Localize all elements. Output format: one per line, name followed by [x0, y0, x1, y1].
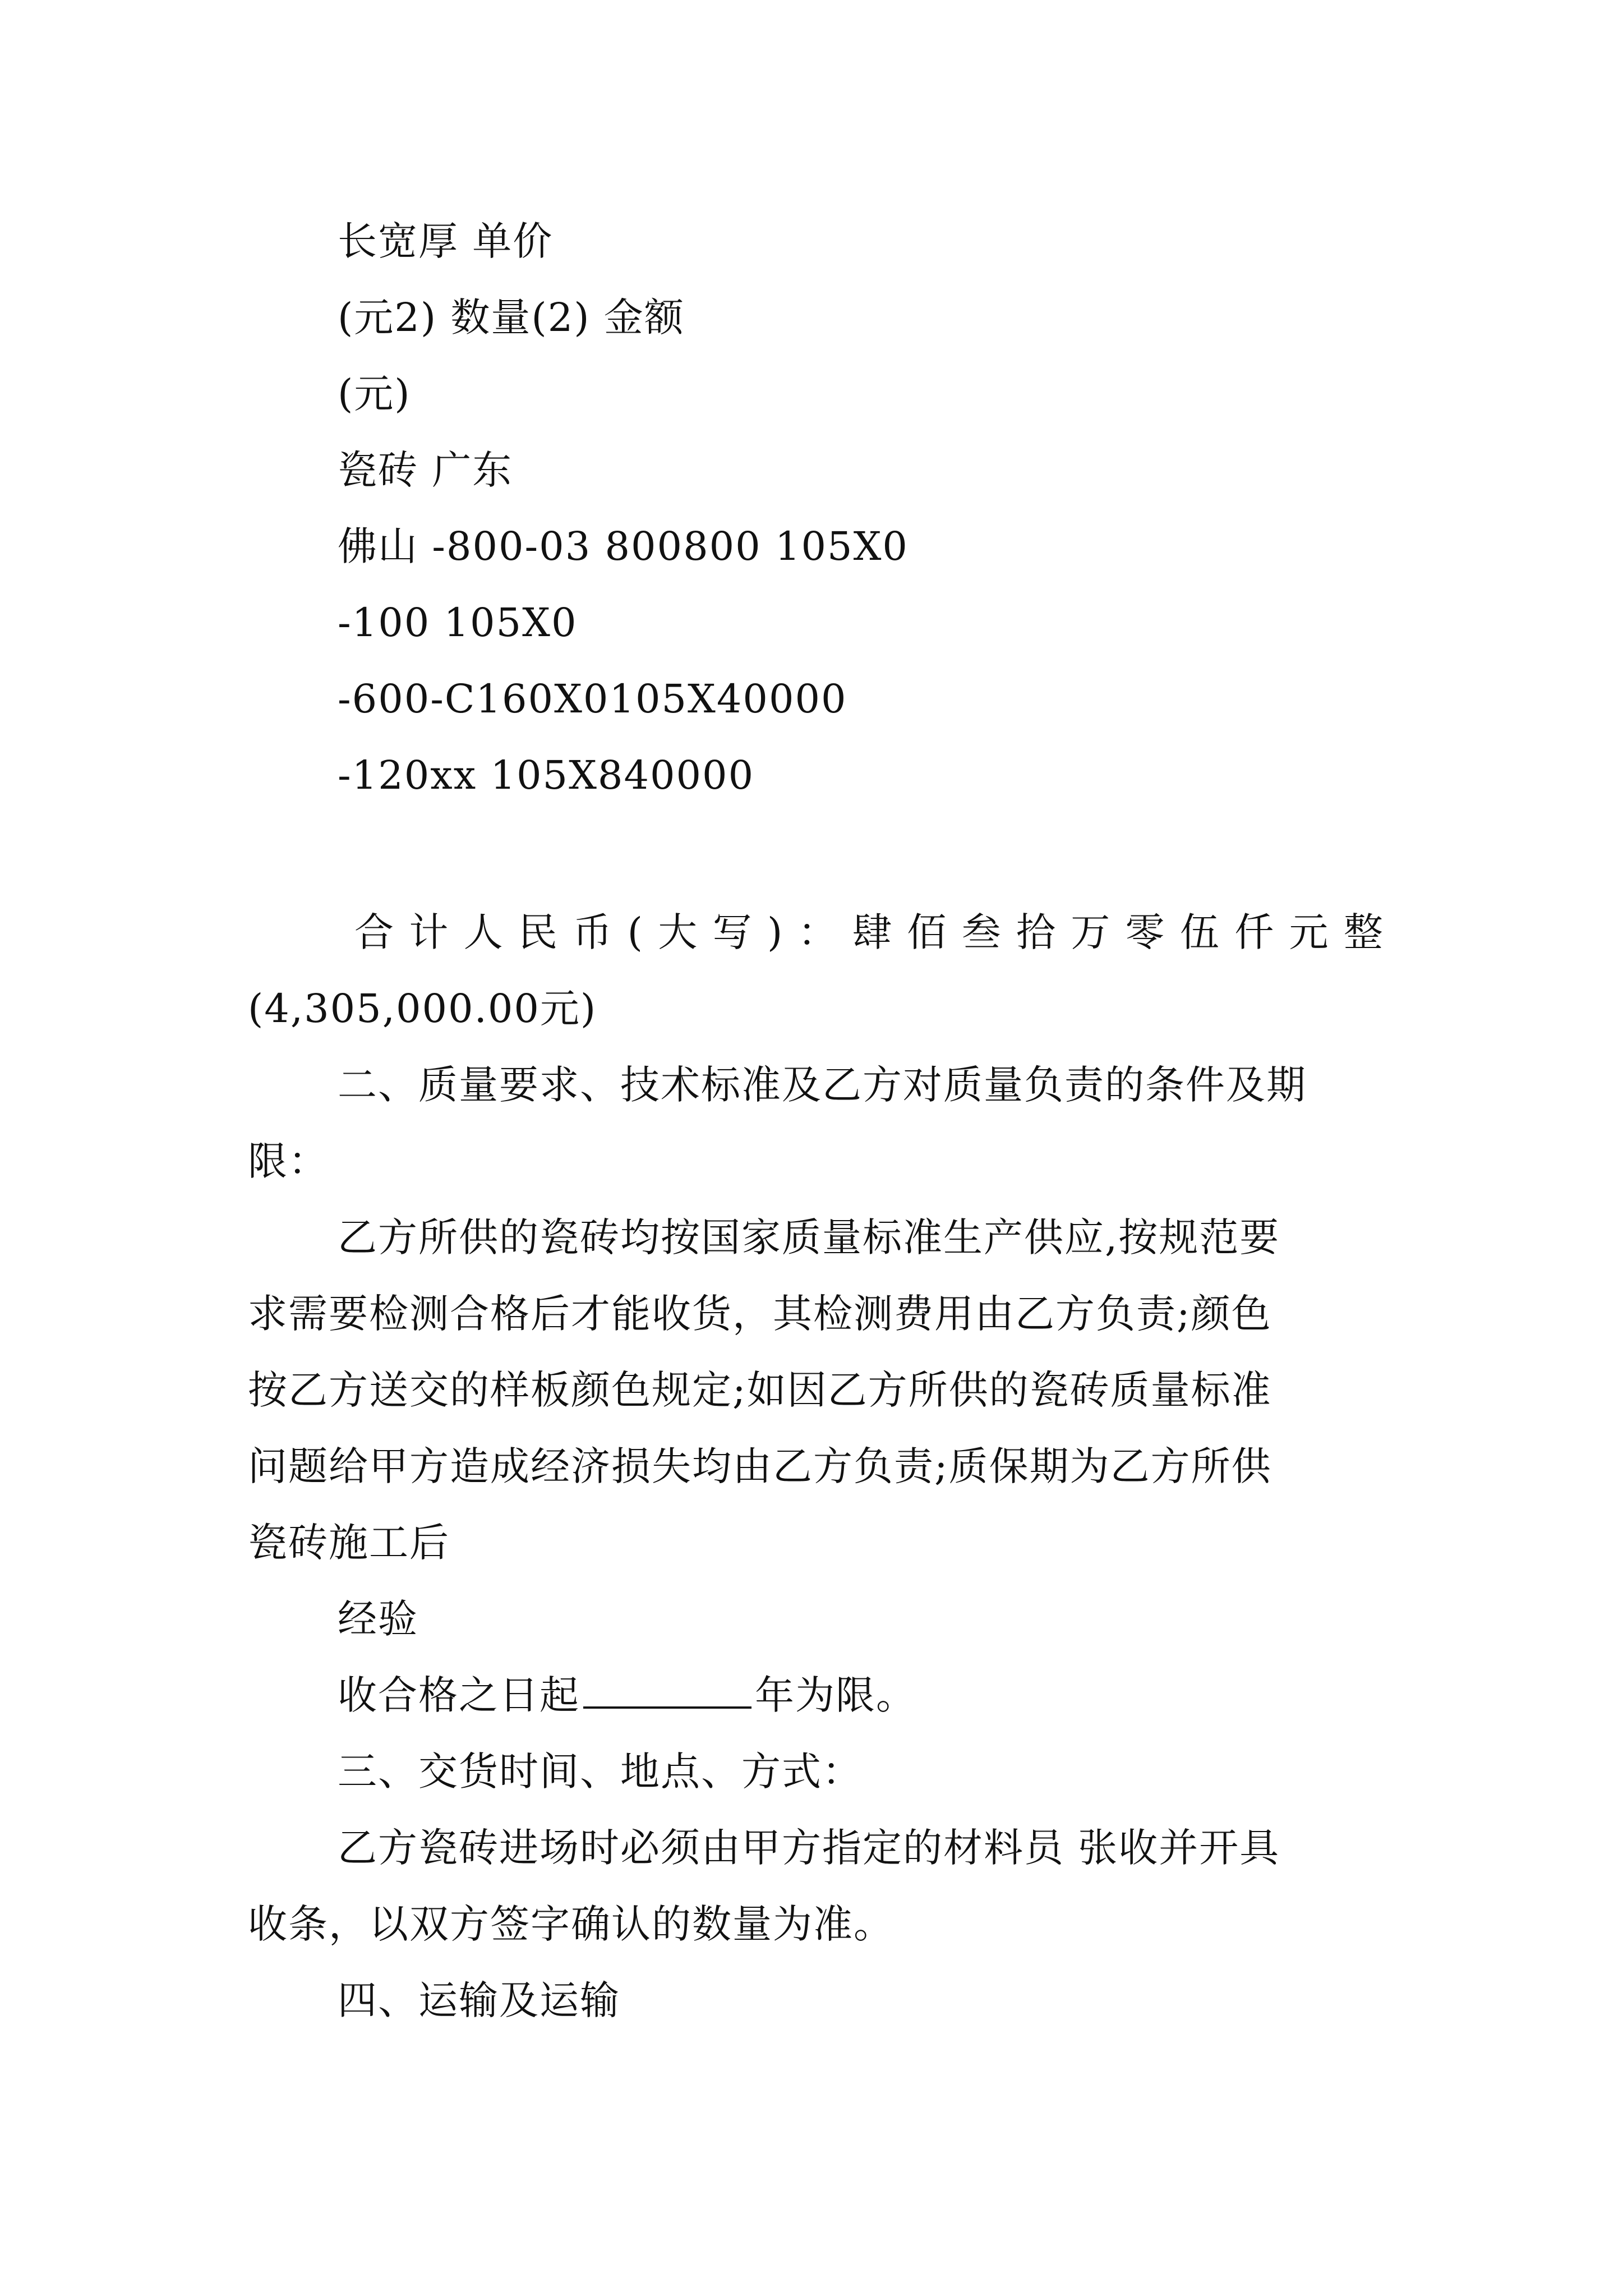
total-char: 大	[658, 909, 698, 955]
section-4-heading: 四、运输及运输	[338, 1977, 620, 2023]
total-char: 仟	[1234, 909, 1274, 955]
paragraph-line: 求需要检测合格后才能收货，其检测费用由乙方负责;颜色	[248, 1291, 1272, 1337]
total-char: 人	[463, 909, 503, 955]
total-char: )	[767, 909, 783, 955]
paragraph-line: 经验	[338, 1596, 418, 1642]
paragraph-line: 瓷砖施工后	[248, 1520, 450, 1566]
warranty-line	[338, 1670, 916, 1720]
paragraph-line: 问题给甲方造成经济损失均由乙方负责;质保期为乙方所供	[248, 1443, 1272, 1489]
paragraph-line: 乙方瓷砖进场时必须由甲方指定的材料员 张收并开具	[338, 1825, 1280, 1871]
text-line-4: 瓷砖 广东	[338, 447, 513, 493]
warranty-text-end: 年为限。	[755, 1672, 916, 1718]
total-char: 元	[1289, 909, 1329, 955]
total-char: 写	[712, 909, 752, 955]
total-char: 拾	[1016, 909, 1055, 955]
text-line-5: 佛山 -800-03 800800 105X0	[338, 523, 909, 569]
paragraph-line: 乙方所供的瓷砖均按国家质量标准生产供应,按规范要	[338, 1214, 1280, 1260]
warranty-text-start: 收合格之日起	[338, 1672, 580, 1718]
text-line-7: -600-C160X0105X40000	[338, 676, 847, 722]
section-2-heading-cont: 限：	[248, 1138, 329, 1184]
total-amount-number: (4,305,000.00元)	[248, 986, 597, 1032]
total-char: (	[627, 909, 643, 955]
text-line-1: 长宽厚 单价	[338, 218, 554, 264]
total-char: 万	[1071, 909, 1110, 955]
text-line-6: -100 105X0	[338, 600, 578, 646]
total-char: 计	[409, 909, 449, 955]
total-char: ：	[797, 909, 837, 955]
total-char: 叁	[961, 909, 1001, 955]
text-line-2: (元2) 数量(2) 金额	[338, 295, 685, 341]
paragraph-line: 收条，以双方签字确认的数量为准。	[248, 1901, 894, 1947]
total-char: 肆	[852, 909, 892, 955]
total-char: 民	[518, 909, 557, 955]
total-char: 佰	[907, 909, 947, 955]
blank-fill-line	[583, 1673, 751, 1709]
total-amount-chinese	[248, 907, 1383, 958]
text-line-8: -120xx 105X840000	[338, 752, 755, 798]
text-line-3: (元)	[338, 371, 411, 417]
total-char: 币	[573, 909, 612, 955]
paragraph-line: 按乙方送交的样板颜色规定;如因乙方所供的瓷砖质量标准	[248, 1367, 1272, 1413]
section-2-heading: 二、质量要求、技术标准及乙方对质量负责的条件及期	[338, 1062, 1307, 1108]
total-char: 整	[1343, 909, 1383, 955]
total-char: 伍	[1179, 909, 1219, 955]
total-char: 零	[1125, 909, 1165, 955]
total-char: 合	[354, 909, 394, 955]
section-3-heading: 三、交货时间、地点、方式：	[338, 1749, 863, 1795]
